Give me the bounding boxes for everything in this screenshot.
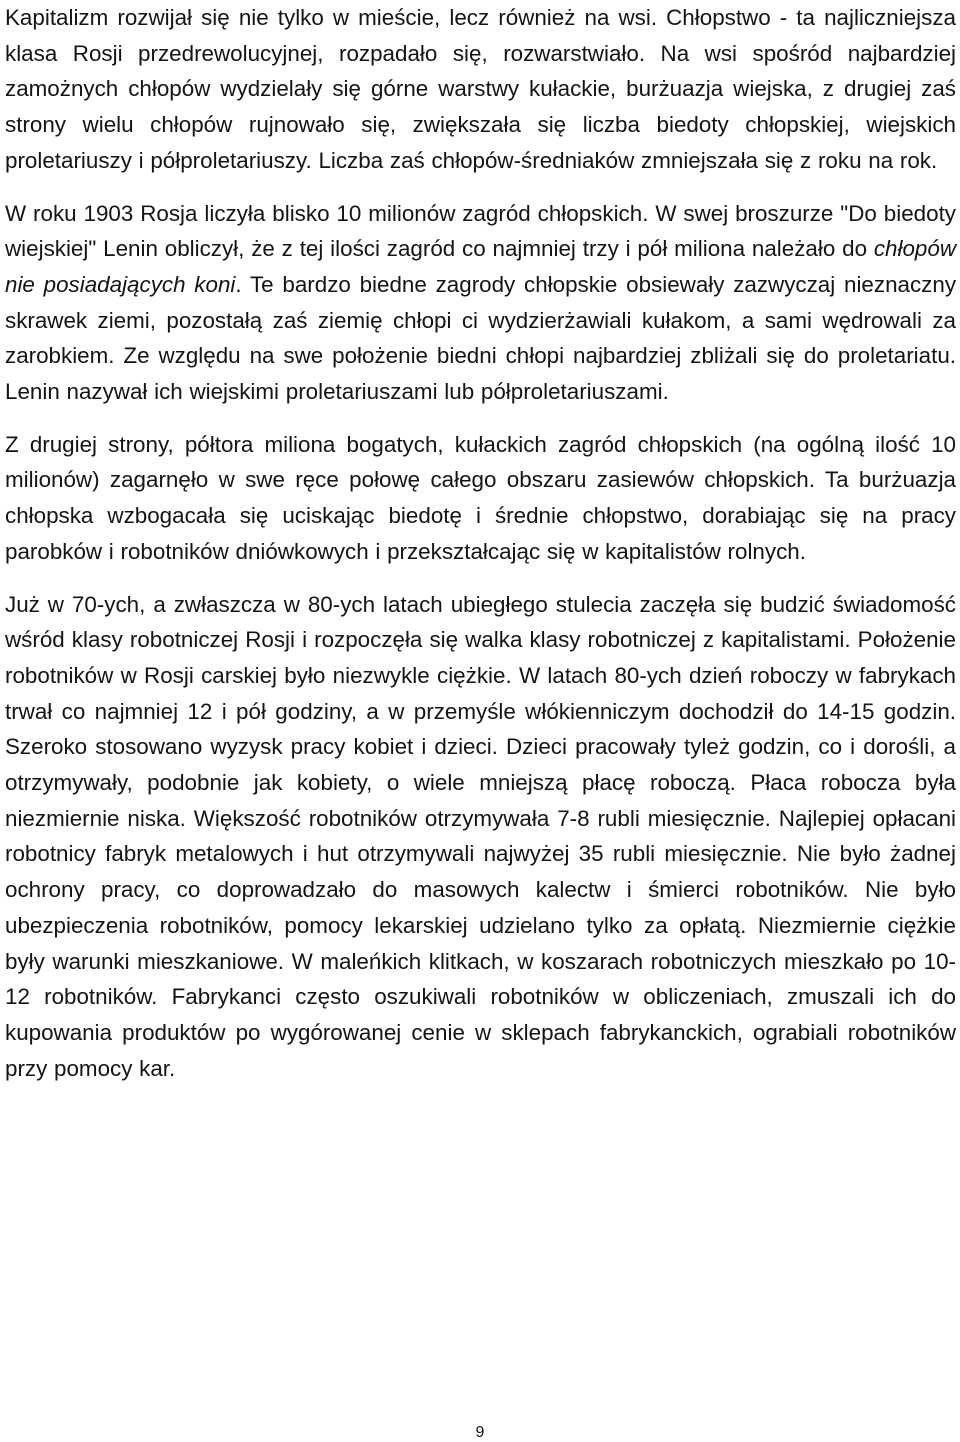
paragraph-4: [5, 587, 956, 1087]
paragraph-2-text-end: . Te bardzo biedne zagrody chłopskie obsiewały zazwyczaj nieznaczny skrawek ziemi, pozostałą zaś ziemię chłopi ci wydzierżawiali kułakom, a sami wędrowali za zarobkiem. Ze względu na swe położenie biedni chłopi najbardziej zbliżali się do proletariatu. Lenin nazywał ich wiejskimi proletariuszami lub półproletariuszami.: [5, 271, 957, 405]
paragraph-3: [5, 427, 956, 570]
paragraph-2-text-start: W roku 1903 Rosja liczyła blisko 10 milionów zagród chłopskich. W swej broszurze "Do biedoty wiejskiej" Lenin obliczył, że z tej ilości zagród co najmniej trzy i pół miliona należało do: [5, 200, 956, 262]
document-body: [5, 0, 956, 1086]
paragraph-2-italic-phrase: chłopów nie posiadających koni: [5, 236, 956, 297]
page-number: 9: [475, 1424, 485, 1441]
paragraph-1-text: Kapitalizm rozwijał się nie tylko w mieście, lecz również na wsi. Chłopstwo - ta najliczniejsza klasa Rosji przedrewolucyjnej, rozpadało się, rozwarstwiało. Na wsi spośród najbardziej zamożnych chłopów wydzielały się górne warstwy kułackie, burżuazja wiejska, z drugiej zaś strony wielu chłopów rujnowało się, zwiększała się liczba biedoty chłopskiej, wiejskich proletariuszy i półproletariuszy. Liczba zaś chłopów-średniaków zmniejszała się z roku na rok.: [5, 5, 956, 173]
paragraph-2: [5, 196, 956, 410]
paragraph-4-text: Już w 70-ych, a zwłaszcza w 80-ych latach ubiegłego stulecia zaczęła się budzić świadomość wśród klasy robotniczej Rosji i rozpoczęła się walka klasy robotniczej z kapitalistami. Położenie robotników w Rosji carskiej było niezwykle ciężkie. W latach 80-ych dzień roboczy w fabrykach trwał co najmniej 12 i pół godziny, a w przemyśle włókienniczym dochodził do 14-15 godzin. Szeroko stosowano wyzysk pracy kobiet i dzieci. Dzieci pracowały tyleż godzin, co i dorośli, a otrzymywały, podobnie jak kobiety, o wiele mniejszą płacę roboczą. Płaca robocza była niezmiernie niska. Większość robotników otrzymywała 7-8 rubli miesięcznie. Najlepiej opłacani robotnicy fabryk metalowych i hut otrzymywali najwyżej 35 rubli miesięcznie. Nie było żadnej ochrony pracy, co doprowadzało do masowych kalectw i śmierci robotników. Nie było ubezpieczenia robotników, pomocy lekarskiej udzielano tylko za opłatą. Niezmiernie ciężkie były warunki mieszkaniowe. W maleńkich klitkach, w koszarach robotniczych mieszkało po 10-12 robotników. Fabrykanci często oszukiwali robotników w obliczeniach, zmuszali ich do kupowania produktów po wygórowanej cenie w sklepach fabrykanckich, ograbiali robotników przy pomocy kar.: [5, 591, 956, 1081]
paragraph-1: [5, 0, 956, 179]
paragraph-3-text: Z drugiej strony, półtora miliona bogatych, kułackich zagród chłopskich (na ogólną ilość 10 milionów) zagarnęło w swe ręce połowę całego obszaru zasiewów chłopskich. Ta burżuazja chłopska wzbogacała się uciskając biedotę i średnie chłopstwo, dorabiając się na pracy parobków i robotników dniówkowych i przekształcając się w kapitalistów rolnych.: [5, 431, 956, 564]
